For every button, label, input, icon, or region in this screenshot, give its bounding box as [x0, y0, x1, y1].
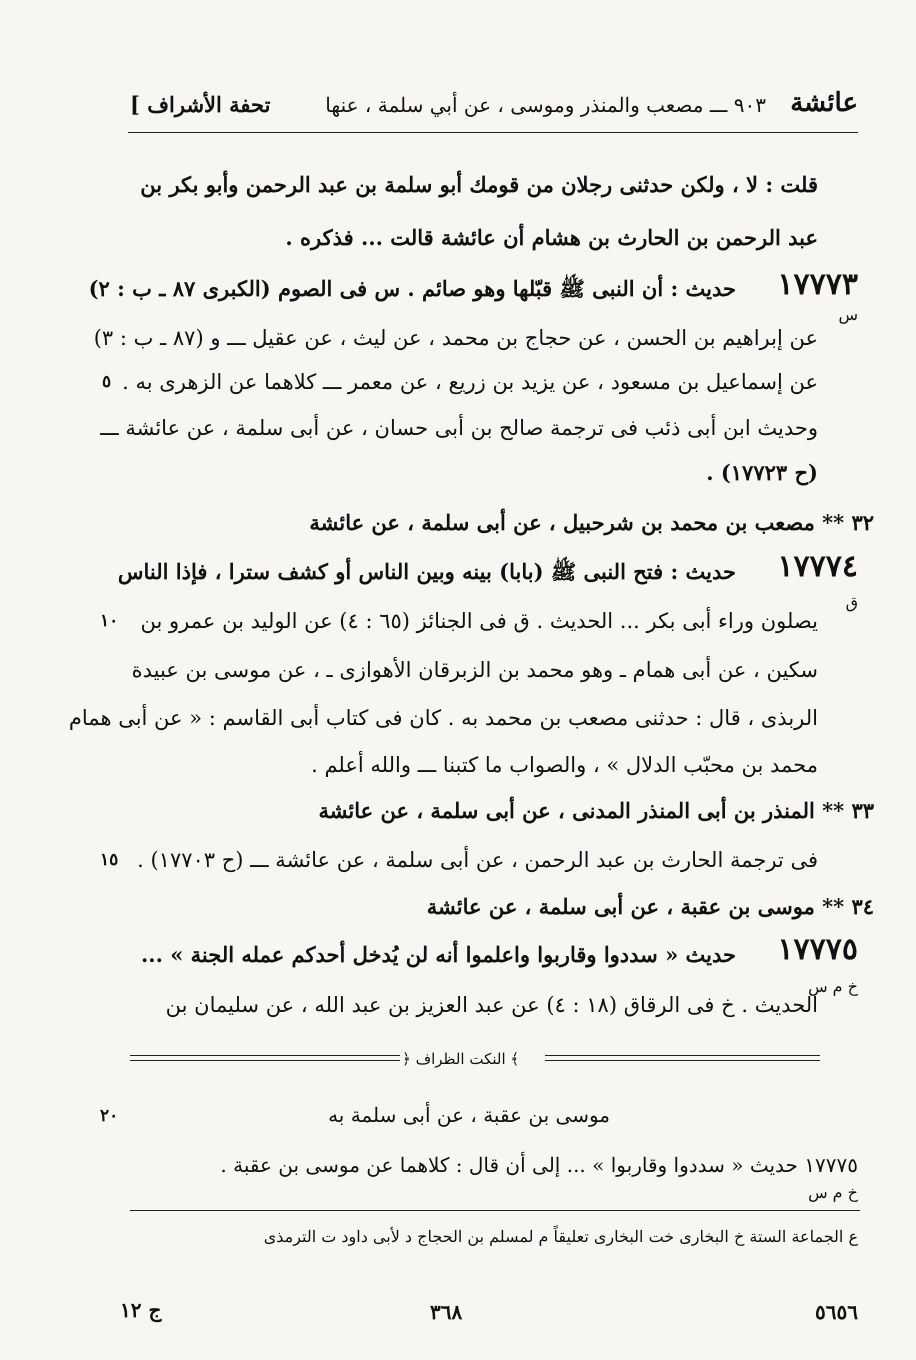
nukat-line: موسى بن عقبة ، عن أبى سلمة به [328, 1103, 610, 1127]
body-line: فى ترجمة الحارث بن عبد الرحمن ، عن أبى سلمة ، عن عائشة ـــ (ح ١٧٧٠٣) . [137, 848, 818, 872]
header-rule [128, 132, 858, 133]
section-heading: ٣٢ ** مصعب بن محمد بن شرحبيل ، عن أبى سلمة ، عن عائشة [309, 510, 874, 535]
separator-rule-right [545, 1055, 820, 1061]
section-title-nukat: ﴿ النكت الظراف ﴾ [402, 1050, 520, 1068]
body-line: يصلون وراء أبى بكر ... الحديث . ق فى الجنائز (٦٥ : ٤) عن الوليد بن عمرو بن [140, 609, 818, 633]
hadith-symbols: س [838, 305, 858, 324]
margin-line-number: ٢٠ [100, 1106, 119, 1126]
body-line: عن إبراهيم بن الحسن ، عن حجاج بن محمد ، عن ليث ، عن عقيل ـــ و (٨٧ ـ ب : ٣) [93, 326, 818, 350]
separator-rule-left [130, 1055, 400, 1061]
page-number: ٣٦٨ [430, 1300, 463, 1324]
body-line: الحديث . خ فى الرقاق (١٨ : ٤) عن عبد العزيز بن عبد الله ، عن سليمان بن [165, 993, 818, 1017]
section-heading: ٣٤ ** موسى بن عقبة ، عن أبى سلمة ، عن عائشة [426, 894, 874, 919]
hadith-text: حديث « سددوا وقاربوا واعلموا أنه لن يُدخل أحدكم عمله الجنة » ... [140, 942, 736, 967]
body-line: محمد بن محبّب الدلال » ، والصواب ما كتبنا ـــ والله أعلم . [311, 753, 818, 777]
body-line: عبد الرحمن بن الحارث بن هشام أن عائشة قالت ... فذكره . [285, 225, 818, 250]
body-line: وحديث ابن أبى ذئب فى ترجمة صالح بن أبى حسان ، عن أبى سلمة ، عن عائشة ـــ [100, 416, 818, 440]
nukat-line: ١٧٧٧٥ حديث « سددوا وقاربوا » ... إلى أن قال : كلاهما عن موسى بن عقبة . [220, 1153, 858, 1177]
margin-line-number: ١٥ [100, 850, 119, 870]
header-title: عائشة [790, 88, 858, 118]
hadith-number: ١٧٧٧٥ [777, 932, 858, 967]
body-line: قلت : لا ، ولكن حدثنى رجلان من قومك أبو سلمة بن عبد الرحمن وأبو بكر بن [140, 172, 818, 197]
hadith-number: ١٧٧٧٤ [777, 549, 858, 584]
hadith-symbols: ق [845, 593, 858, 612]
abbreviation-legend: ع الجماعة الستة خ البخارى خت البخارى تعليقاً م لمسلم بن الحجاج د لأبى داود ت الترمذى [263, 1227, 858, 1246]
hadith-symbols: خ م س [808, 977, 858, 996]
hadith-number: ١٧٧٧٣ [777, 267, 858, 302]
hadith-text: حديث : فتح النبى ﷺ (بابا) بينه وبين الناس أو كشف سترا ، فإذا الناس [117, 559, 736, 584]
hadith-text: حديث : أن النبى ﷺ قبّلها وهو صائم . س فى الصوم (الكبرى ٨٧ ـ ب : ٢) [88, 276, 736, 301]
running-number: ٥٦٥٦ [815, 1300, 858, 1324]
body-line: (ح ١٧٧٢٣) . [706, 460, 818, 485]
header-book-title: [ تحفة الأشراف [130, 92, 271, 117]
margin-line-number: ٥ [102, 372, 112, 392]
body-line: الربذى ، قال : حدثنى مصعب بن محمد به . كان فى كتاب أبى القاسم : « عن أبى همام [68, 706, 818, 730]
margin-line-number: ١٠ [100, 611, 119, 631]
legend-rule [130, 1210, 860, 1211]
header-subtitle: ٩٠٣ ـــ مصعب والمنذر وموسى ، عن أبي سلمة ، عنها [325, 93, 766, 117]
section-heading: ٣٣ ** المنذر بن أبى المنذر المدنى ، عن أبى سلمة ، عن عائشة [318, 798, 874, 823]
volume-number: ج ١٢ [120, 1298, 162, 1322]
body-line: عن إسماعيل بن مسعود ، عن يزيد بن زريع ، عن معمر ـــ كلاهما عن الزهرى به . [122, 370, 818, 394]
body-line: سكين ، عن أبى همام ـ وهو محمد بن الزبرقان الأهوازى ـ ، عن موسى بن عبيدة [131, 658, 818, 682]
nukat-symbols: خ م س [808, 1183, 858, 1202]
